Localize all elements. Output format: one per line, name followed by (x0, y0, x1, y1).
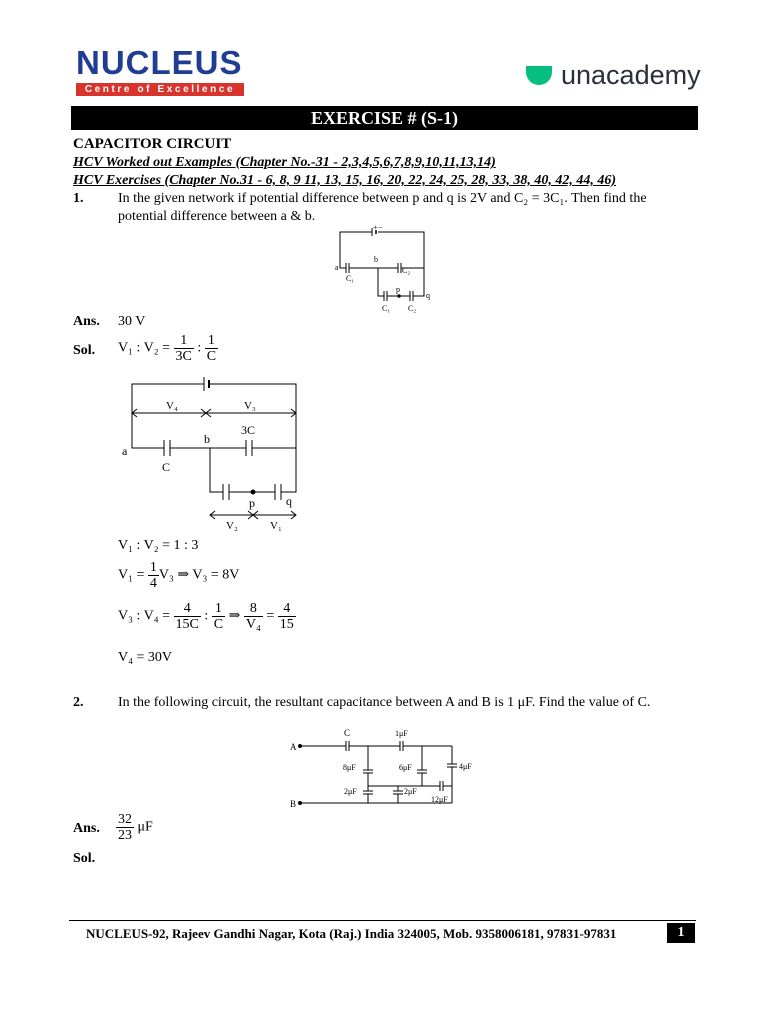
q2-fig-label-12uf: 12μF (431, 795, 448, 804)
q1-sol-label: Sol. (73, 343, 96, 358)
step2-frac: $\frac{1}{4}$ (149, 560, 157, 591)
hcv-examples-ref: HCV Worked out Examples (Chapter No.-31 - 2,3,4,5,6,7,8,9,10,11,13,14) (73, 155, 496, 170)
fig2-label-v4: V₄ (166, 400, 178, 412)
footer-divider (69, 920, 696, 921)
q1-step1: V₁ : V₂ = 1 : 3 (118, 538, 199, 553)
q2-fig-label-8uf: 8μF (343, 763, 356, 772)
fig2-label-c: C (162, 460, 171, 474)
fig2-label-v1: V₁ (270, 520, 282, 532)
fig1-label-a: a (335, 263, 339, 272)
fig1-label-c2b: C₂ (408, 304, 417, 313)
q2-sol-label: Sol. (73, 851, 96, 866)
q1-ans-label: Ans. (73, 314, 100, 329)
step3-eq: = (266, 608, 275, 624)
q2-text: In the following circuit, the resultant capacitance between A and B is 1 μF. Find the value of C. (118, 695, 651, 710)
fig2-label-v3: V₃ (244, 400, 256, 412)
step2-lhs: V₁ = (118, 567, 145, 583)
q1-solution-diagram (116, 374, 322, 534)
q2-number: 2. (73, 695, 84, 710)
step3-arrow: ⇒ (228, 608, 241, 624)
fig2-label-v2: V₂ (226, 520, 238, 532)
q2-fig-label-a: A (290, 742, 297, 752)
q2-fig-label-4uf: 4μF (459, 762, 472, 771)
nucleus-logo: NUCLEUS (76, 44, 243, 81)
step3-lhs: V₃ : V₄ = (118, 608, 171, 624)
step2-rhs: V₃ ⇒ V₃ = 8V (158, 567, 240, 583)
q2-fig-label-2uf-a: 2μF (344, 787, 357, 796)
hcv-exercises-ref: HCV Exercises (Chapter No.31 - 6, 8, 9 11, 13, 15, 16, 20, 22, 24, 25, 28, 33, 38, 40, 42, 44, 46) (73, 173, 617, 188)
fig1-plus: + (373, 223, 378, 232)
q1-text-line2: potential difference between a & b. (118, 209, 316, 224)
fig2-label-q: q (286, 494, 292, 508)
q1-step4: V₄ = 30V (118, 650, 172, 665)
footer-address: NUCLEUS-92, Rajeev Gandhi Nagar, Kota (Raj.) India 324005, Mob. 9358006181, 97831-97831 (86, 926, 617, 941)
step3-frac3: $\frac{8}{\text{V₄}}$ (245, 601, 261, 632)
fig1-label-q: q (426, 291, 430, 300)
sol-ratio-frac2: $\frac{1}{C}$ (206, 333, 217, 364)
sol-ratio-frac1: $\frac{1}{3C}$ (175, 333, 192, 364)
fig1-label-b: b (374, 255, 378, 264)
q2-circuit-diagram (288, 724, 484, 812)
sol-ratio-sep: : (197, 340, 202, 356)
q2-fig-label-6uf: 6μF (399, 763, 412, 772)
fig1-label-c1b: C₁ (382, 304, 391, 313)
fig1-minus: − (378, 223, 383, 232)
page-number: 1 (667, 923, 695, 943)
q2-ans-value (116, 812, 153, 843)
q1-ans-value: 30 V (118, 314, 146, 329)
q1-sol-ratio (118, 333, 218, 364)
q2-fig-label-c: C (344, 728, 351, 738)
q1-text-line1: In the given network if potential difference between p and q is 2V and C₂ = 3C₁. Then find the (118, 191, 647, 206)
unacademy-logo-icon (524, 64, 554, 86)
section-heading: CAPACITOR CIRCUIT (73, 136, 232, 152)
unacademy-logo-text: unacademy (561, 60, 701, 90)
step3-frac4: $\frac{4}{15}$ (279, 601, 294, 632)
q1-step3 (118, 601, 296, 632)
q1-number: 1. (73, 191, 84, 206)
step3-sep: : (204, 608, 209, 624)
fig2-label-a: a (122, 444, 128, 458)
fig1-label-c1: C₁ (346, 274, 355, 283)
sol-ratio-lhs: V₁ : V₂ = (118, 340, 171, 356)
q2-ans-frac: $\frac{32}{23}$ (118, 812, 132, 843)
q2-fig-label-b: B (290, 799, 297, 809)
q1-network-diagram (334, 222, 438, 316)
q2-fig-label-2uf-b: 2μF (404, 787, 417, 796)
q2-ans-label: Ans. (73, 821, 100, 836)
q2-fig-label-1uf: 1μF (395, 729, 408, 738)
fig2-label-p: p (249, 496, 255, 510)
fig2-label-b: b (204, 432, 210, 446)
fig1-label-p: p (396, 285, 400, 294)
q2-ans-unit: μF (137, 819, 153, 835)
q1-step2 (118, 560, 239, 591)
fig1-label-c2: C₂ (402, 266, 411, 275)
exercise-title: EXERCISE # (S-1) (71, 106, 698, 130)
step3-frac2: $\frac{1}{C}$ (213, 601, 224, 632)
step3-frac1: $\frac{4}{15C}$ (175, 601, 199, 632)
nucleus-tagline: Centre of Excellence (76, 83, 244, 96)
fig2-label-3c: 3C (241, 423, 256, 437)
